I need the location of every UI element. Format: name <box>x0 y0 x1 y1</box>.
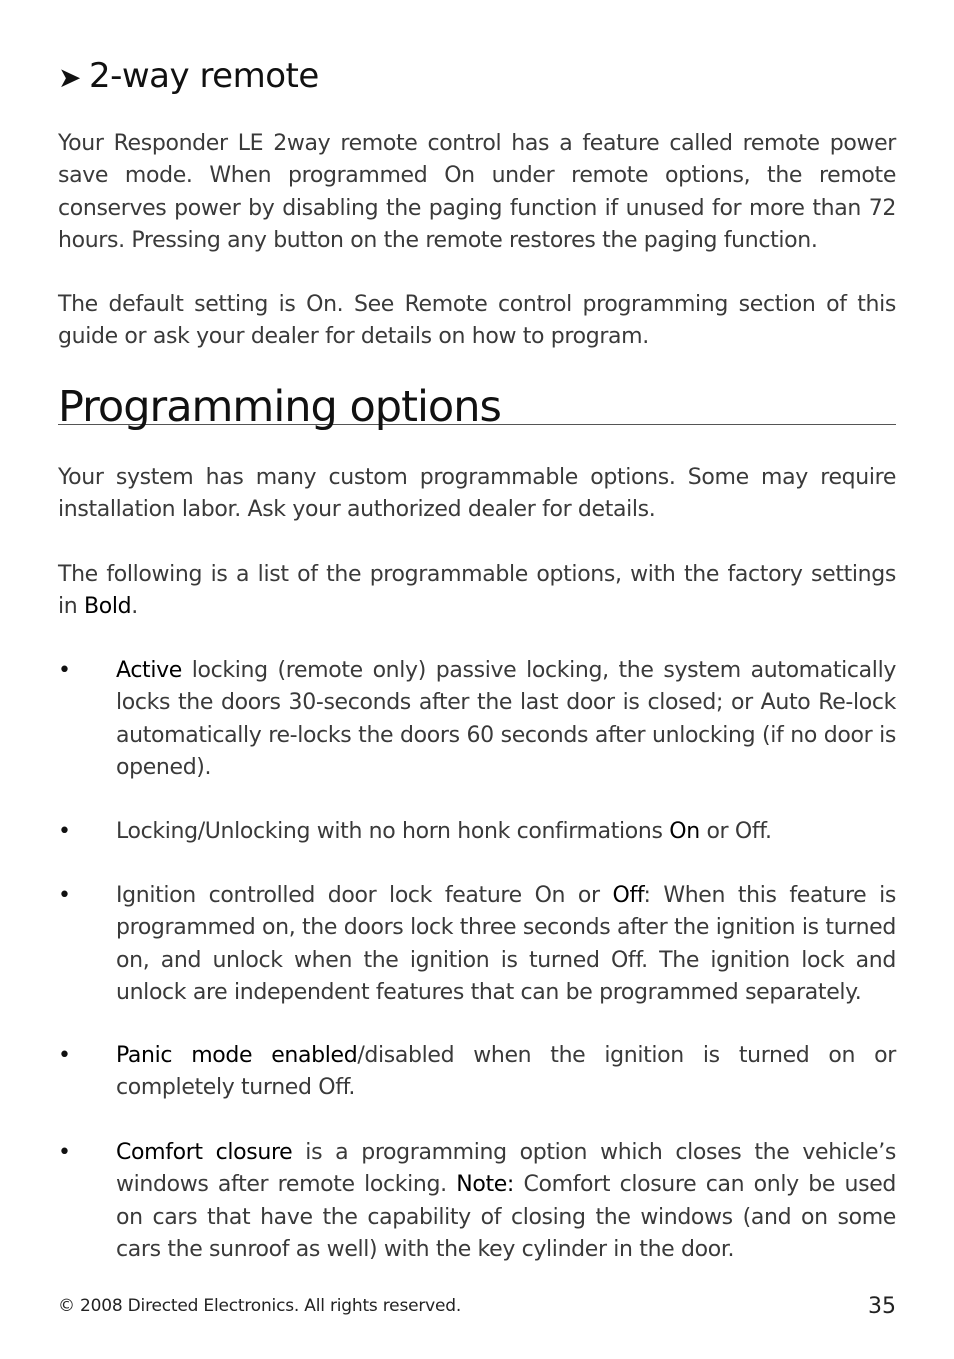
bullet-icon: • <box>58 883 71 908</box>
list-item-body: or Off. <box>699 819 772 844</box>
section-paragraph-2-text: The following is a list of the programmable options, with the factory settings in <box>58 562 896 620</box>
bullet-icon: • <box>58 1140 71 1165</box>
section-paragraph-2-end: . <box>131 594 138 620</box>
subsection-title: 2-way remote <box>88 56 319 96</box>
bullet-icon: • <box>58 819 71 844</box>
list-item-lead: Ignition controlled door lock feature On or <box>116 883 613 908</box>
list-item-text <box>116 880 896 1009</box>
section-paragraph-1: Your system has many custom programmable options. Some may require installation labor. Ask your authorized dealer for details. <box>58 465 896 523</box>
section-paragraph-2 <box>58 559 896 624</box>
bullet-icon: • <box>58 658 71 683</box>
list-item-body: /disabled when the ignition is turned on or completely turned Off. <box>116 1043 896 1101</box>
factory-setting: Off <box>612 883 644 908</box>
bullet-icon: • <box>58 1043 71 1068</box>
subsection-heading <box>58 52 319 102</box>
note-label: Note: <box>456 1172 514 1198</box>
list-item-lead: Locking/Unlocking with no horn honk confirmations <box>116 819 670 844</box>
copyright-notice: © 2008 Directed Electronics. All rights reserved. <box>58 1296 462 1316</box>
arrow-icon: ➤ <box>58 61 81 94</box>
factory-setting: On <box>669 819 700 844</box>
note-text: Comfort closure can only be used on cars that have the capability of closing the windows (and on some cars the sunroof as well) with the key cylinder in the door. <box>116 1172 896 1262</box>
list-item-text <box>116 816 896 848</box>
bold-word: Bold <box>84 594 132 620</box>
list-item-body: : When this feature is programmed on, the doors lock three seconds after the ignition is turned on, and unlock when the ignition is turned Off. The ignition lock and unlock are independent features that can be programmed separately. <box>116 883 896 1005</box>
factory-setting: Comfort closure <box>116 1140 293 1165</box>
factory-setting: Panic mode enabled <box>116 1043 358 1068</box>
list-item-body: is a programming option which closes the vehicle’s windows after remote locking. <box>116 1140 896 1198</box>
list-item-body: locking (remote only) passive locking, the system automatically locks the doors 30-seconds after the last door is closed; or Auto Re-lock automatically re-locks the doors 60 seconds after unlocking (if no door is opened). <box>116 658 896 780</box>
factory-setting: Active <box>116 658 182 683</box>
list-item-text <box>116 1137 896 1266</box>
intro-paragraph-2: The default setting is On. See Remote control programming section of this guide or ask your dealer for details on how to program. <box>58 292 896 350</box>
list-item-text <box>116 655 896 784</box>
section-heading: Programming options <box>58 378 896 425</box>
page-number: 35 <box>868 1294 896 1319</box>
list-item-text <box>116 1040 896 1105</box>
intro-paragraph-1: Your Responder LE 2way remote control has a feature called remote power save mode. When programmed On under remote options, the remote conserves power by disabling the paging function if unused for more than 72 hours. Pressing any button on the remote restores the paging function. <box>58 131 896 253</box>
